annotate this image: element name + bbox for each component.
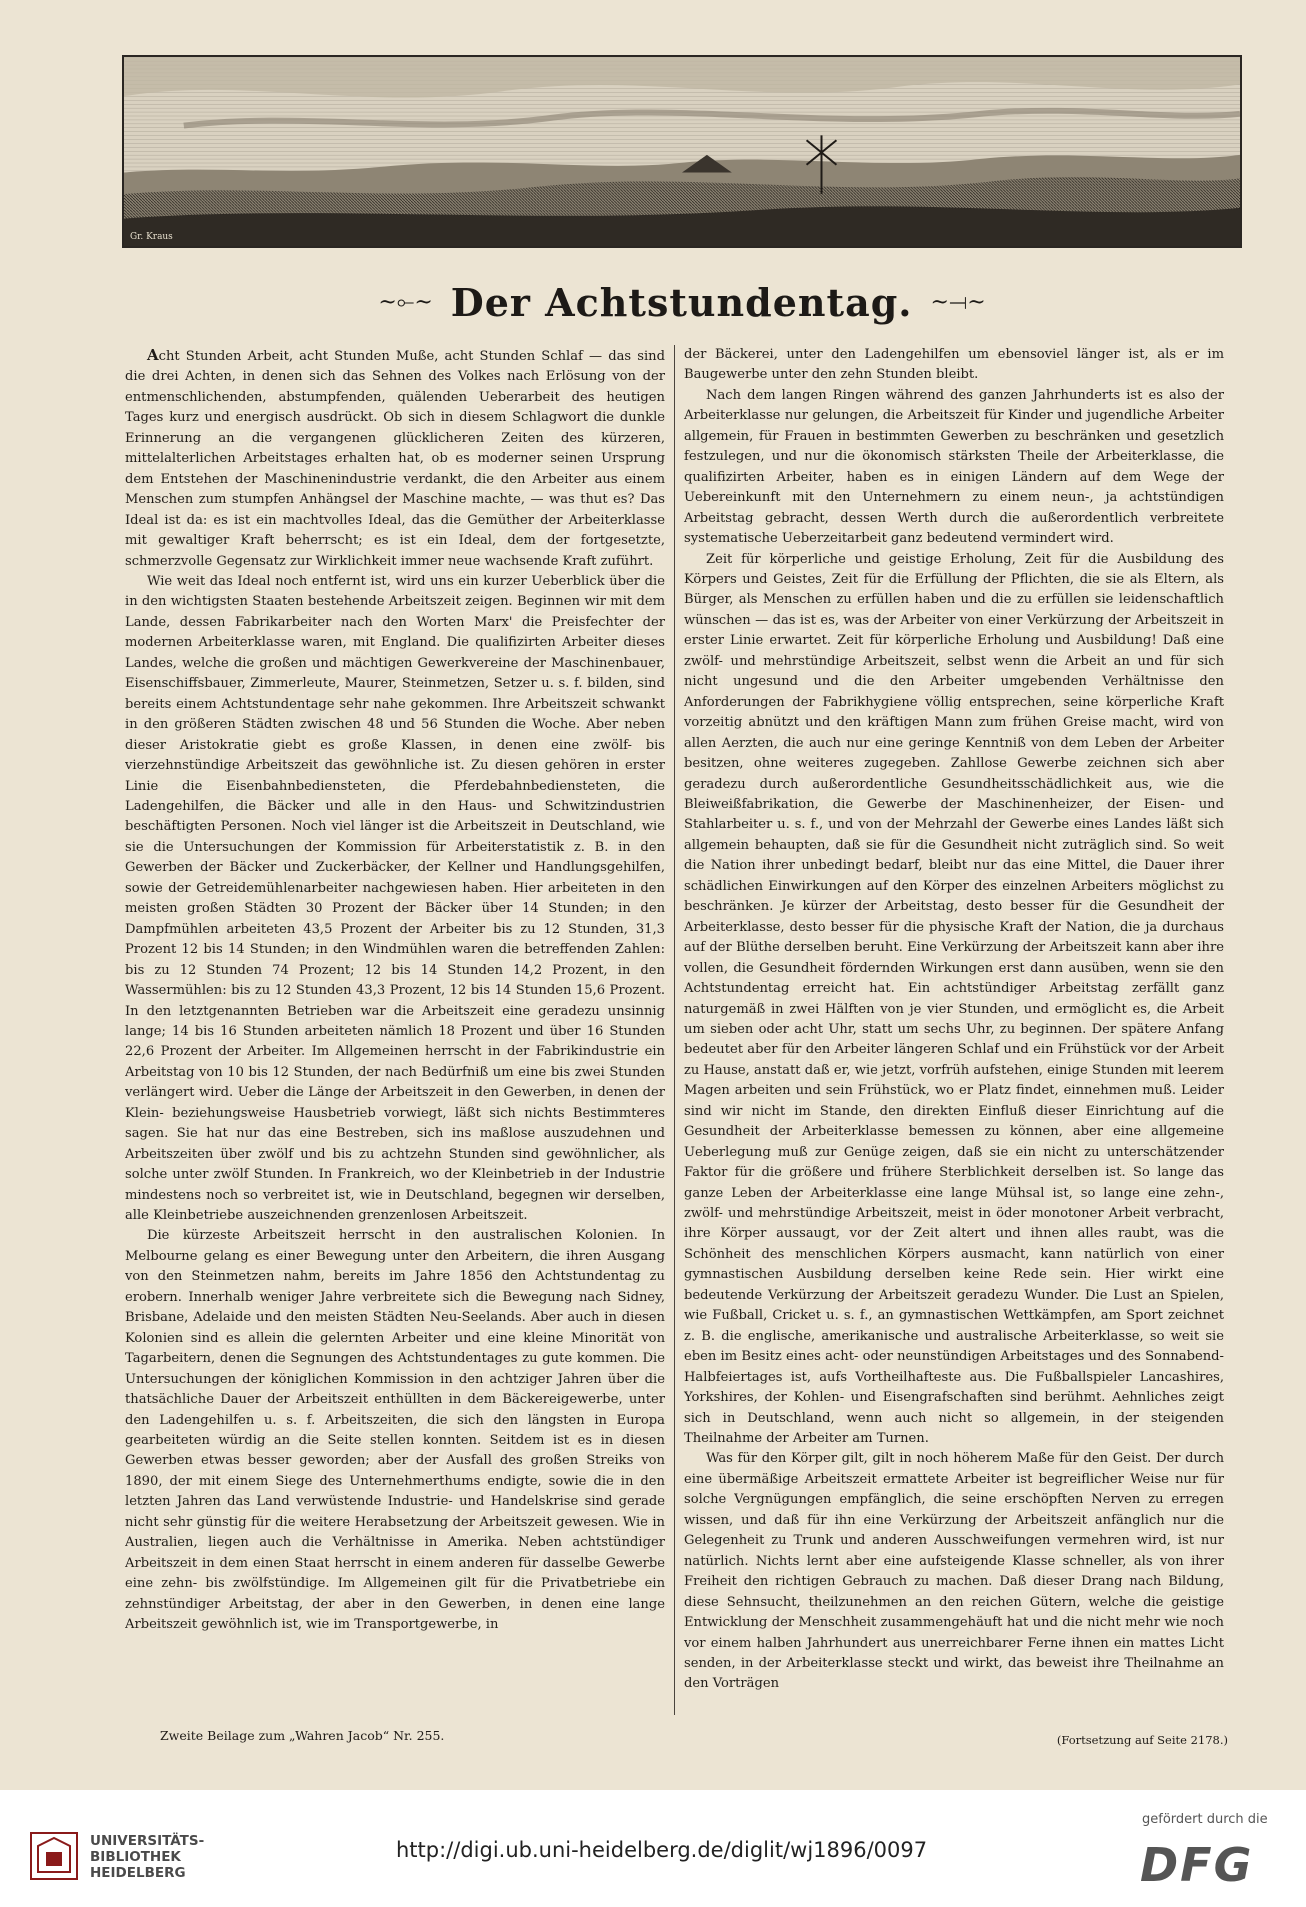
paragraph: Wie weit das Ideal noch entfernt ist, wird uns ein kurzer Ueberblick über die in den wichtigsten Staaten bestehende Arbeitszeit zeigen. Beginnen wir mit dem Lande, dessen Fabrikarbeiter nach den Worten Marx' die Preisfechter der modernen Arbeiterklasse waren, mit England. Die qualifizirten Arbeiter dieses Landes, welche die großen und mächtigen Gewerkvereine der Maschinenbauer, Eisenschiffsbauer, Zimmerleute, Maurer, Steinmetzen, Setzer u. s. f. bilden, sind bereits einem Achtstundentage sehr nahe gekommen. Ihre Arbeitszeit schwankt in den größeren Städten zwischen 48 und 56 Stunden die Woche. Aber neben dieser Aristokratie giebt es große Klassen, in denen eine zwölf- bis vierzehnstündige Arbeitszeit das gewöhnliche ist. Zu diesen gehören in erster Linie die Eisenbahnbediensteten, die Pferdebahnbediensteten, die Ladengehilfen, die Bäcker und alle in den Haus- und Schwitzindustrien beschäftigten Personen. Noch viel länger ist die Arbeitszeit in Deutschland, wie sie die Untersuchungen der Kommission für Arbeiterstatistik z. B. in den Gewerben der Bäcker und Zuckerbäcker, der Kellner und Handlungsgehilfen, sowie der Getreidemühlenarbeiter nachgewiesen haben. Hier arbeiteten in den meisten großen Städten 30 Prozent der Bäcker über 14 Stunden; in den Dampfmühlen arbeiteten 43,5 Prozent der Arbeiter bis zu 12 Stunden, 31,3 Prozent 12 bis 14 Stunden; in den Windmühlen waren die betreffenden Zahlen: bis zu 12 Stunden 74 Prozent; 12 bis 14 Stunden 14,2 Prozent, in den Wassermühlen: bis zu 12 Stunden 43,3 Prozent, 12 bis 14 Stunden 15,6 Prozent. In den letztgenannten Betrieben war die Arbeitszeit eine geradezu unsinnig lange; 14 bis 16 Stunden arbeiteten nämlich 18 Prozent und über 16 Stunden 22,6 Prozent der Arbeiter. Im Allgemeinen herrscht in der Fabrikindustrie ein Arbeitstag von 10 bis 12 Stunden, der nach Bedürfniß um eine bis zwei Stunden verlängert wird. Ueber die Länge der Arbeitszeit in den Gewerben, in denen der Klein- beziehungsweise Hausbetrieb vorwiegt, läßt sich nichts Bestimmteres sagen. Sie hat nur das eine Bestreben, sich ins maßlose auszudehnen und Arbeitszeiten über zwölf und bis zu achtzehn Stunden sind gewöhnlicher, als solche unter zwölf Stunden. In Frankreich, wo der Kleinbetrieb in der Industrie mindestens noch so verbreitet ist, wie in Deutschland, begegnen wir derselben, alle Kleinbetriebe auszeichnenden grenzenlosen Arbeitszeit.	[125, 573, 665, 1224]
right-ornament: ~⟞~	[930, 289, 986, 315]
paragraph: Nach dem langen Ringen während des ganzen Jahrhunderts ist es also der Arbeiterklasse nur gelungen, die Arbeitszeit für Kinder und jugendliche Arbeiter allgemein, für Frauen in bestimmten Gewerben zu beschränken und gesetzlich festzulegen, und nur die ökonomisch stärksten Theile der Arbeiterklasse, die qualifizirten Arbeiter, haben es in einigen Ländern auf dem Wege der Uebereinkunft mit den Unternehmern zu einem neun-, ja achtstündigen Arbeitstag gebracht, dessen Werth durch die außerordentlich verbreitete systematische Ueberzeitarbeit ganz bedeutend vermindert wird.	[684, 387, 1224, 547]
landscape-engraving	[124, 57, 1240, 246]
institution-line: UNIVERSITÄTS-	[90, 1833, 205, 1849]
paragraph: Zeit für körperliche und geistige Erholung, Zeit für die Ausbildung des Körpers und Geistes, Zeit für die Erfüllung der Pflichten, die sie als Eltern, als Bürger, als Menschen zu erfüllen haben und die zu erfüllen sie leidenschaftlich wünschen — das ist es, was der Arbeiter von einer Verkürzung der Arbeitszeit in erster Linie erwartet. Zeit für körperliche Erholung und Ausbildung! Daß eine zwölf- und mehrstündige Arbeitszeit, selbst wenn die Arbeit an und für sich nicht ungesund und die den Arbeiter umgebenden Verhältnisse den Anforderungen der Fabrikhygiene völlig entsprechen, seine körperliche Kraft vorzeitig abnützt und den kräftigen Mann zum frühen Greise macht, wird von allen Aerzten, die auch nur eine geringe Kenntniß von dem Leben der Arbeiter besitzen, ohne weiteres zugegeben. Zahllose Gewerbe zeichnen sich aber geradezu durch außerordentliche Gesundheitsschädlichkeit aus, wie die Bleiweißfabrikation, die Gewerbe der Maschinenheizer, der Eisen- und Stahlarbeiter u. s. f., und von der Mehrzahl der Gewerbe eines Landes läßt sich allgemein behaupten, daß sie für die Gesundheit nicht zuträglich sind. So weit die Nation ihrer unbedingt bedarf, bleibt nur das eine Mittel, die Dauer ihrer schädlichen Einwirkungen auf den Körper des einzelnen Arbeiters möglichst zu beschränken. Je kürzer der Arbeitstag, desto besser für die Gesundheit der Arbeiterklasse, desto besser für die physische Kraft der Nation, die ja durchaus auf der Blüthe derselben beruht. Eine Verkürzung der Arbeitszeit kann aber ihre vollen, die Gesundheit fördernden Wirkungen erst dann ausüben, wenn sie den Achtstundentag erreicht hat. Ein achtstündiger Arbeitstag zerfällt ganz naturgemäß in zwei Hälften von je vier Stunden, und ermöglicht es, die Arbeit um sieben oder acht Uhr, statt um sechs Uhr, zu beginnen. Der spätere Anfang bedeutet aber für den Arbeiter längeren Schlaf und ein Frühstück vor der Arbeit zu Hause, anstatt daß er, wie jetzt, vorfrüh aufstehen, einige Stunden mit leerem Magen arbeiten und sein Frühstück, wo er Platz findet, einnehmen muß. Leider sind wir nicht im Stande, den direkten Einfluß dieser Einrichtung auf die Gesundheit der Arbeiterklasse bemessen zu können, aber eine allgemeine Ueberlegung muß zur Genüge zeigen, daß sie ein nicht zu unterschätzender Faktor für die größere und frühere Sterblichkeit derselben ist. So lange das ganze Leben der Arbeiterklasse eine lange Mühsal ist, so lange eine zehn-, zwölf- und mehrstündige Arbeitszeit, meist in öder monotoner Arbeit verbracht, ihre Körper aussaugt, vor der Zeit altert und ihnen alles raubt, was die Schönheit des menschlichen Körpers ausmacht, kann natürlich von einer gymnastischen Ausbildung derselben keine Rede sein. Hier wirkt eine bedeutende Verkürzung der Arbeitszeit geradezu Wunder. Die Lust an Spielen, wie Fußball, Cricket u. s. f., an gymnastischen Wettkämpfen, am Sport zeichnet z. B. die englische, amerikanische und australische Arbeiterklasse, so weit sie eben im Besitz eines acht- oder neunstündigen Arbeitstages und des Sonnabend-Halbfeiertages ist, aufs Vortheilhafteste aus. Die Fußballspieler Lancashires, Yorkshires, der Kohlen- und Eisengrafschaften sind berühmt. Aehnliches zeigt sich in Deutschland, wenn auch nicht so allgemein, in der steigenden Theilnahme der Arbeiter am Turnen.	[684, 551, 1224, 1447]
promoted-by-label: gefördert durch die	[1142, 1812, 1268, 1827]
continuation-note: (Fortsetzung auf Seite 2178.)	[1056, 1733, 1228, 1747]
dfg-logo[interactable]: DFG	[1140, 1838, 1254, 1892]
institution-line: HEIDELBERG	[90, 1865, 186, 1881]
left-ornament: ~⟜~	[378, 289, 433, 315]
paragraph: Was für den Körper gilt, gilt in noch höherem Maße für den Geist. Der durch eine übermäßige Arbeitszeit ermattete Arbeiter ist begreiflicher Weise nur für solche Vergnügungen empfänglich, die seine erschöpften Nerven zu erregen wissen, und daß für ihn eine Verkürzung der Arbeitszeit anfänglich nur die Gelegenheit zu Trunk und anderen Ausschweifungen vermehren wird, ist nur natürlich. Nichts lernt aber eine aufsteigende Klasse schneller, als von ihrer Freiheit den richtigen Gebrauch zu machen. Daß dieser Drang nach Bildung, diese Sehnsucht, theilzunehmen an den reichen Gütern, welche die geistige Entwicklung der Menschheit zusammengehäuft hat und die nicht mehr wie noch vor einem halben Jahrhundert aus unerreichbarer Ferne ihnen ein mattes Licht senden, in der Arbeiterklasse steckt und wirkt, das beweist ihre Theilnahme an den Vorträgen	[684, 1451, 1224, 1692]
paragraph: Acht Stunden Arbeit, acht Stunden Muße, acht Stunden Schlaf — das sind die drei Achten, in denen sich das Sehnen des Volkes nach Erlösung von der entmenschlichenden, abstumpfenden, quälenden Ueberarbeit des heutigen Tages kurz und energisch ausdrückt. Ob sich in diesem Schlagwort die dunkle Erinnerung an die vergangenen glücklicheren Zeiten des kürzeren, mittelalterlichen Arbeitstages erhalten hat, ob es moderner seinen Ursprung dem Entstehen der Maschinenindustrie verdankt, die den Arbeiter aus einem Menschen zum stumpfen Anhängsel der Maschine machte, — was thut es? Das Ideal ist da: es ist ein machtvolles Ideal, das die Gemüther der Arbeiterklasse mit gewaltiger Kraft beherrscht; es ist ein Ideal, dem der fortgesetzte, schmerzvolle Gegensatz zur Wirklichkeit immer neue wachsende Kraft zuführt.	[125, 346, 665, 569]
paragraph: Die kürzeste Arbeitszeit herrscht in den australischen Kolonien. In Melbourne gelang es einer Bewegung unter den Arbeitern, die ihren Ausgang von den Steinmetzen nahm, bereits im Jahre 1856 den Achtstundentag zu erobern. Innerhalb weniger Jahre verbreitete sich die Bewegung nach Sidney, Brisbane, Adelaide und den meisten Städten Neu-Seelands. Aber auch in diesen Kolonien sind es allein die gelernten Arbeiter und eine kleine Minorität von Tagarbeitern, denen die Segnungen des Achtstundentages zu gute kommen. Die Untersuchungen der königlichen Kommission in den achtziger Jahren über die thatsächliche Dauer der Arbeitszeit enthüllten in dem Bäckereigewerbe, unter den Ladengehilfen u. s. f. Arbeitszeiten, die sich den längsten in Europa gearbeiteten würdig an die Seite stellen konnten. Seitdem ist es in diesen Gewerben etwas besser geworden; aber der Ausfall des großen Streiks von 1890, der mit einem Siege des Unternehmerthums endigte, sowie die in den letzten Jahren das Land verwüstende Industrie- und Handelskrise sind gerade nicht sehr günstig für die weitere Herabsetzung der Arbeitszeit gewesen. Wie in Australien, liegen auch die Verhältnisse in Amerika. Neben achtstündiger Arbeitszeit in dem einen Staat herrscht in einem anderen für dasselbe Gewerbe eine zehn- bis zwölfstündige. Im Allgemeinen gilt für die Privatbetriebe ein zehnstündiger Arbeitstag, der aber in den Gewerben, in denen eine lange Arbeitszeit gewöhnlich ist, wie im Transportgewerbe, in	[125, 1228, 665, 1633]
supplement-note: Zweite Beilage zum „Wahren Jacob“ Nr. 255.	[160, 1728, 445, 1743]
landscape-illustration	[122, 55, 1242, 248]
university-seal-icon	[30, 1832, 78, 1880]
left-column	[125, 345, 674, 1715]
permalink-url[interactable]: http://digi.ub.uni-heidelberg.de/diglit/wj1896/0097	[396, 1838, 928, 1862]
paragraph: der Bäckerei, unter den Ladengehilfen um ebensoviel länger ist, als er im Baugewerbe unter den zehn Stunden bleibt.	[684, 347, 1224, 383]
article-body	[125, 345, 1242, 1715]
right-column	[675, 345, 1224, 1715]
article-title: Der Achtstundentag.	[450, 279, 913, 325]
institution-name[interactable]	[90, 1833, 204, 1881]
illustration-signature: Gr. Kraus	[129, 232, 173, 243]
institution-line: BIBLIOTHEK	[90, 1849, 181, 1865]
article-title-row	[122, 276, 1242, 328]
